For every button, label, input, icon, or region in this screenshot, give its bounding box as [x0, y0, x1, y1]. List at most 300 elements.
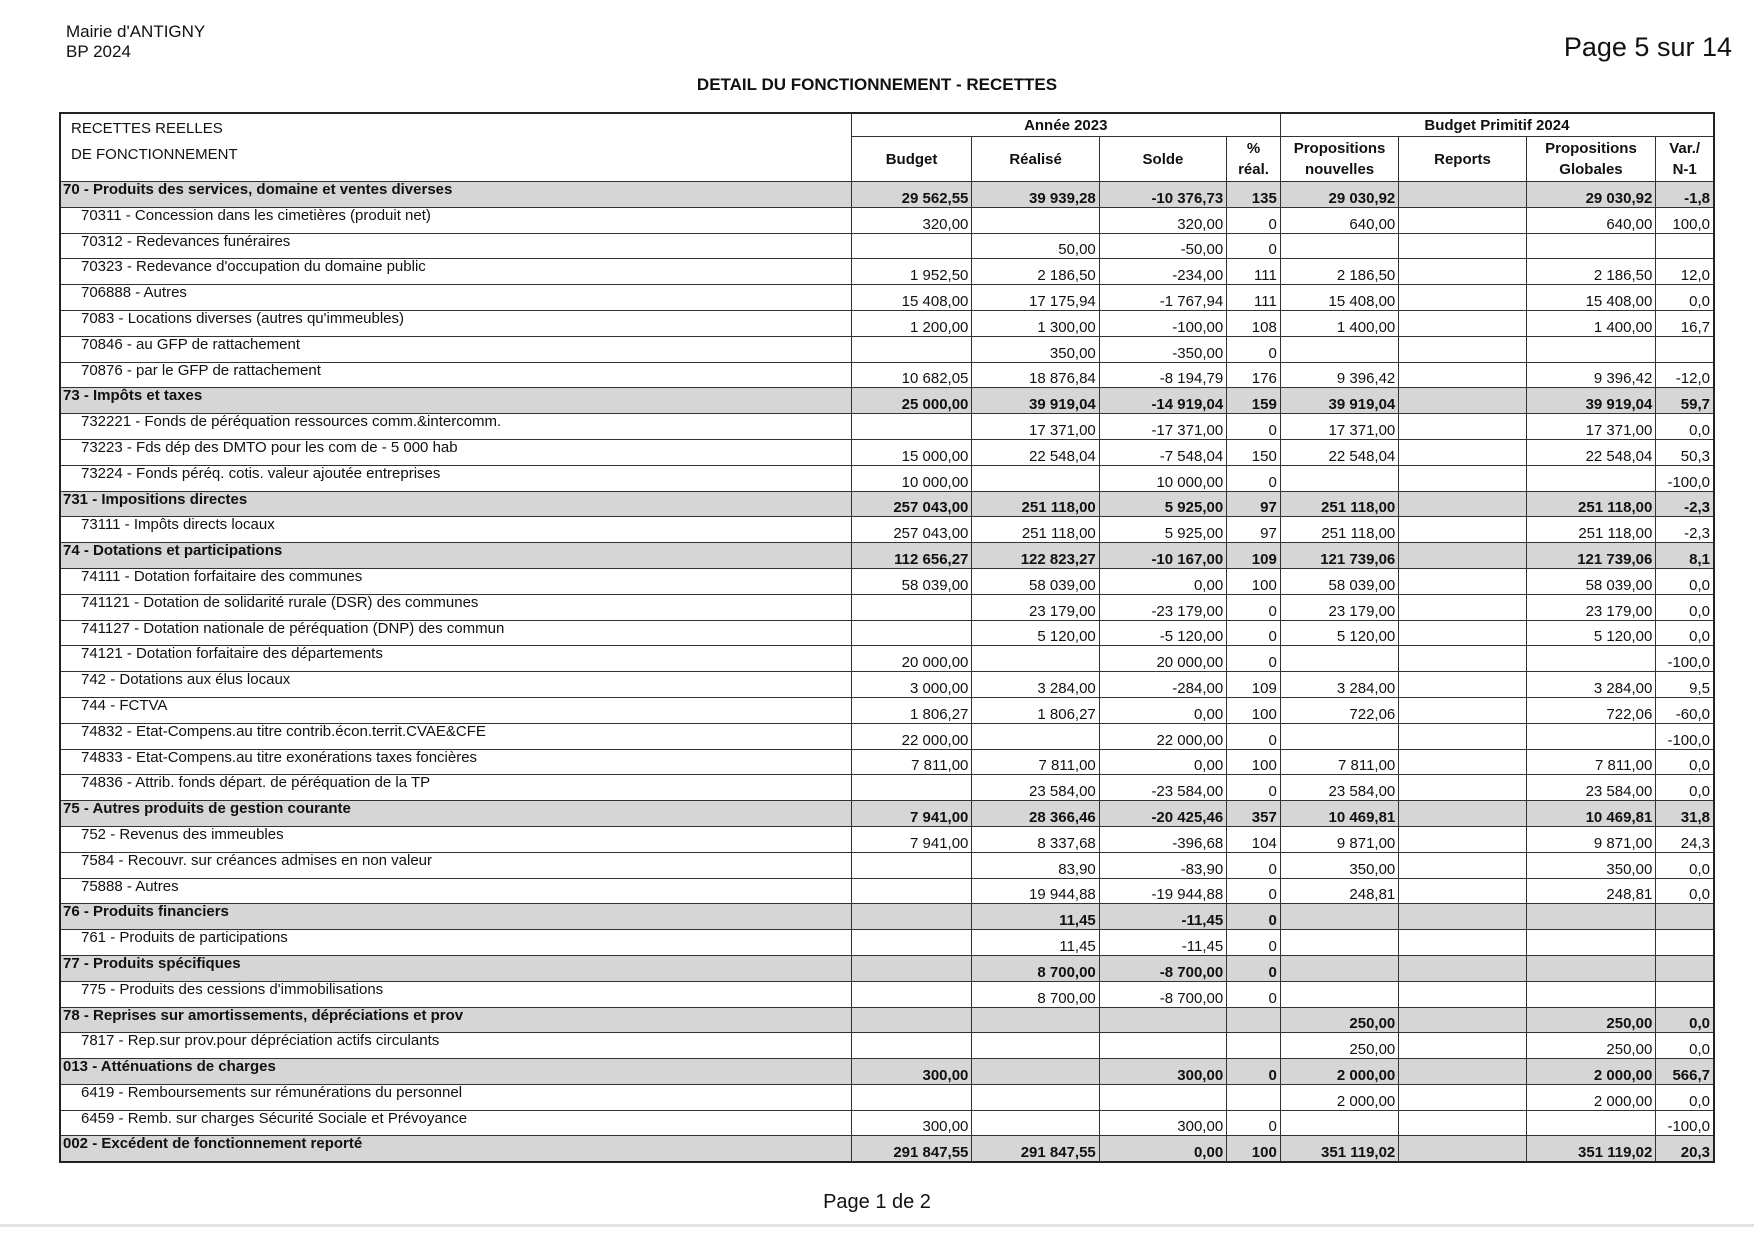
cell-propglob: 350,00 [1526, 852, 1656, 878]
cell-reports [1399, 930, 1526, 956]
cell-budget: 1 952,50 [851, 259, 972, 285]
cell-propnouv: 2 000,00 [1280, 1059, 1398, 1085]
row-label: 002 - Excédent de fonctionnement reporté [60, 1136, 851, 1162]
cell-budget [851, 775, 972, 801]
cell-reports [1399, 723, 1526, 749]
cell-reports [1399, 182, 1526, 208]
cell-reports [1399, 852, 1526, 878]
table-row [60, 310, 1714, 336]
cell-propnouv: 1 400,00 [1280, 310, 1398, 336]
cell-var: 0,0 [1656, 414, 1714, 440]
cell-propnouv: 351 119,02 [1280, 1136, 1398, 1162]
cell-var: -60,0 [1656, 697, 1714, 723]
cell-budget: 15 408,00 [851, 285, 972, 311]
cell-realise: 2 186,50 [972, 259, 1099, 285]
section-title-line-2: DE FONCTIONNEMENT [71, 146, 238, 163]
cell-reports [1399, 543, 1526, 569]
group-header-2023: Année 2023 [851, 113, 1280, 137]
cell-budget: 7 941,00 [851, 826, 972, 852]
cell-solde: -8 700,00 [1099, 981, 1226, 1007]
col-pct-realise [1227, 137, 1281, 182]
cell-realise: 291 847,55 [972, 1136, 1099, 1162]
cell-propglob [1526, 336, 1656, 362]
row-label: 78 - Reprises sur amortissements, dépréciations et prov [60, 1007, 851, 1033]
cell-reports [1399, 568, 1526, 594]
cell-realise: 19 944,88 [972, 878, 1099, 904]
cell-solde: 22 000,00 [1099, 723, 1226, 749]
cell-budget [851, 336, 972, 362]
cell-var: 0,0 [1656, 620, 1714, 646]
cell-realise: 39 939,28 [972, 182, 1099, 208]
cell-pct: 135 [1227, 182, 1281, 208]
cell-var: 0,0 [1656, 775, 1714, 801]
col-realise: Réalisé [972, 137, 1099, 182]
table-row [60, 1033, 1714, 1059]
cell-solde: -8 194,79 [1099, 362, 1226, 388]
category-row [60, 491, 1714, 517]
cell-realise [972, 1110, 1099, 1136]
table-row [60, 362, 1714, 388]
row-label: 70876 - par le GFP de rattachement [60, 362, 851, 388]
row-label: 6419 - Remboursements sur rémunérations du personnel [60, 1084, 851, 1110]
cell-realise: 122 823,27 [972, 543, 1099, 569]
cell-solde: 320,00 [1099, 207, 1226, 233]
table-row [60, 723, 1714, 749]
cell-propglob: 23 584,00 [1526, 775, 1656, 801]
cell-realise: 251 118,00 [972, 491, 1099, 517]
cell-budget: 15 000,00 [851, 439, 972, 465]
cell-realise [972, 1084, 1099, 1110]
cell-realise [972, 723, 1099, 749]
table-row [60, 568, 1714, 594]
category-row [60, 1059, 1714, 1085]
cell-solde: -20 425,46 [1099, 801, 1226, 827]
cell-propglob: 9 871,00 [1526, 826, 1656, 852]
cell-pct: 0 [1227, 594, 1281, 620]
cell-propglob: 9 396,42 [1526, 362, 1656, 388]
cell-propnouv [1280, 723, 1398, 749]
cell-pct [1227, 1033, 1281, 1059]
cell-solde: -23 179,00 [1099, 594, 1226, 620]
cell-reports [1399, 233, 1526, 259]
cell-var [1656, 930, 1714, 956]
table-row [60, 517, 1714, 543]
col-pct-line-2: réal. [1238, 161, 1269, 178]
category-row [60, 904, 1714, 930]
cell-reports [1399, 465, 1526, 491]
cell-budget: 29 562,55 [851, 182, 972, 208]
cell-budget [851, 904, 972, 930]
cell-propglob: 58 039,00 [1526, 568, 1656, 594]
row-label: 73 - Impôts et taxes [60, 388, 851, 414]
cell-pct: 111 [1227, 285, 1281, 311]
cell-var: -2,3 [1656, 491, 1714, 517]
cell-realise: 18 876,84 [972, 362, 1099, 388]
cell-propnouv: 251 118,00 [1280, 491, 1398, 517]
cell-budget [851, 930, 972, 956]
cell-reports [1399, 594, 1526, 620]
cell-var: 0,0 [1656, 568, 1714, 594]
cell-propnouv: 10 469,81 [1280, 801, 1398, 827]
cell-propglob [1526, 904, 1656, 930]
cell-propglob: 2 000,00 [1526, 1059, 1656, 1085]
table-row [60, 749, 1714, 775]
cell-solde: -17 371,00 [1099, 414, 1226, 440]
cell-reports [1399, 207, 1526, 233]
cell-realise: 8 700,00 [972, 955, 1099, 981]
cell-reports [1399, 310, 1526, 336]
category-row [60, 182, 1714, 208]
cell-pct: 0 [1227, 852, 1281, 878]
scan-edge-line [0, 1224, 1754, 1227]
table-row [60, 439, 1714, 465]
cell-pct: 100 [1227, 1136, 1281, 1162]
cell-realise: 83,90 [972, 852, 1099, 878]
col-variation [1656, 137, 1714, 182]
cell-realise: 22 548,04 [972, 439, 1099, 465]
cell-budget: 20 000,00 [851, 646, 972, 672]
cell-propglob [1526, 930, 1656, 956]
cell-pct [1227, 1007, 1281, 1033]
recettes-table [59, 112, 1715, 1163]
cell-solde [1099, 1084, 1226, 1110]
cell-realise [972, 207, 1099, 233]
cell-realise: 58 039,00 [972, 568, 1099, 594]
cell-reports [1399, 388, 1526, 414]
cell-var: 0,0 [1656, 749, 1714, 775]
cell-var: 0,0 [1656, 1033, 1714, 1059]
row-label: 761 - Produits de participations [60, 930, 851, 956]
cell-realise: 28 366,46 [972, 801, 1099, 827]
cell-solde: -1 767,94 [1099, 285, 1226, 311]
cell-var: -2,3 [1656, 517, 1714, 543]
row-label: 7083 - Locations diverses (autres qu'immeubles) [60, 310, 851, 336]
cell-solde: -83,90 [1099, 852, 1226, 878]
row-label: 013 - Atténuations de charges [60, 1059, 851, 1085]
cell-pct: 0 [1227, 981, 1281, 1007]
cell-propnouv: 23 584,00 [1280, 775, 1398, 801]
cell-budget: 7 941,00 [851, 801, 972, 827]
cell-propglob [1526, 981, 1656, 1007]
cell-budget: 10 000,00 [851, 465, 972, 491]
row-label: 73111 - Impôts directs locaux [60, 517, 851, 543]
row-label: 74121 - Dotation forfaitaire des départements [60, 646, 851, 672]
cell-realise: 350,00 [972, 336, 1099, 362]
section-title [60, 113, 851, 182]
col-propnouv-line-2: nouvelles [1304, 161, 1375, 178]
cell-propnouv: 23 179,00 [1280, 594, 1398, 620]
row-label: 731 - Impositions directes [60, 491, 851, 517]
cell-propglob [1526, 465, 1656, 491]
row-label: 74111 - Dotation forfaitaire des communes [60, 568, 851, 594]
cell-propnouv: 250,00 [1280, 1033, 1398, 1059]
cell-propnouv: 29 030,92 [1280, 182, 1398, 208]
cell-solde: 20 000,00 [1099, 646, 1226, 672]
cell-propglob [1526, 955, 1656, 981]
table-row [60, 336, 1714, 362]
cell-var [1656, 336, 1714, 362]
cell-propglob: 722,06 [1526, 697, 1656, 723]
cell-propnouv [1280, 465, 1398, 491]
cell-propglob: 29 030,92 [1526, 182, 1656, 208]
cell-reports [1399, 1033, 1526, 1059]
page-number-bottom: Page 1 de 2 [823, 1191, 931, 1213]
cell-propglob: 10 469,81 [1526, 801, 1656, 827]
table-row [60, 414, 1714, 440]
cell-var: 0,0 [1656, 852, 1714, 878]
cell-reports [1399, 414, 1526, 440]
category-row [60, 1136, 1714, 1162]
col-pct-line-1: % [1246, 140, 1261, 157]
cell-budget: 300,00 [851, 1110, 972, 1136]
cell-reports [1399, 955, 1526, 981]
cell-pct: 150 [1227, 439, 1281, 465]
col-var-line-2: N-1 [1672, 161, 1697, 178]
cell-propnouv: 640,00 [1280, 207, 1398, 233]
category-row [60, 388, 1714, 414]
cell-var: -100,0 [1656, 646, 1714, 672]
cell-propglob: 5 120,00 [1526, 620, 1656, 646]
cell-pct: 0 [1227, 646, 1281, 672]
cell-solde: -10 167,00 [1099, 543, 1226, 569]
cell-pct: 0 [1227, 775, 1281, 801]
table-row [60, 285, 1714, 311]
cell-solde: -50,00 [1099, 233, 1226, 259]
table-row [60, 646, 1714, 672]
cell-var: -1,8 [1656, 182, 1714, 208]
cell-var: 20,3 [1656, 1136, 1714, 1162]
table-row [60, 207, 1714, 233]
cell-budget: 25 000,00 [851, 388, 972, 414]
cell-propnouv [1280, 955, 1398, 981]
cell-propnouv: 15 408,00 [1280, 285, 1398, 311]
cell-budget: 1 200,00 [851, 310, 972, 336]
table-row [60, 826, 1714, 852]
cell-realise: 7 811,00 [972, 749, 1099, 775]
cell-budget: 257 043,00 [851, 491, 972, 517]
cell-realise: 39 919,04 [972, 388, 1099, 414]
cell-solde: -396,68 [1099, 826, 1226, 852]
row-label: 7817 - Rep.sur prov.pour dépréciation actifs circulants [60, 1033, 851, 1059]
cell-solde: -350,00 [1099, 336, 1226, 362]
cell-pct: 0 [1227, 233, 1281, 259]
group-header-bp2024: Budget Primitif 2024 [1280, 113, 1714, 137]
cell-pct: 0 [1227, 207, 1281, 233]
cell-budget: 10 682,05 [851, 362, 972, 388]
table-row [60, 1084, 1714, 1110]
cell-solde: 5 925,00 [1099, 491, 1226, 517]
cell-propnouv: 350,00 [1280, 852, 1398, 878]
cell-pct: 100 [1227, 697, 1281, 723]
cell-reports [1399, 285, 1526, 311]
cell-realise: 23 584,00 [972, 775, 1099, 801]
table-row [60, 233, 1714, 259]
cell-propnouv: 248,81 [1280, 878, 1398, 904]
cell-solde: -10 376,73 [1099, 182, 1226, 208]
cell-propglob [1526, 233, 1656, 259]
cell-solde: -284,00 [1099, 672, 1226, 698]
cell-propnouv: 7 811,00 [1280, 749, 1398, 775]
cell-solde: -14 919,04 [1099, 388, 1226, 414]
document-header [66, 22, 205, 62]
cell-solde: -234,00 [1099, 259, 1226, 285]
cell-budget [851, 414, 972, 440]
cell-pct: 104 [1227, 826, 1281, 852]
cell-propglob: 17 371,00 [1526, 414, 1656, 440]
cell-reports [1399, 517, 1526, 543]
cell-realise [972, 1059, 1099, 1085]
cell-solde: -7 548,04 [1099, 439, 1226, 465]
cell-var: -100,0 [1656, 1110, 1714, 1136]
cell-realise: 251 118,00 [972, 517, 1099, 543]
cell-propnouv: 39 919,04 [1280, 388, 1398, 414]
cell-propglob [1526, 1110, 1656, 1136]
cell-propglob: 121 739,06 [1526, 543, 1656, 569]
col-propglob-line-1: Propositions [1545, 140, 1637, 157]
cell-pct: 109 [1227, 672, 1281, 698]
cell-budget: 3 000,00 [851, 672, 972, 698]
cell-var: 16,7 [1656, 310, 1714, 336]
cell-propglob: 23 179,00 [1526, 594, 1656, 620]
cell-propnouv: 17 371,00 [1280, 414, 1398, 440]
cell-solde: -5 120,00 [1099, 620, 1226, 646]
cell-var [1656, 981, 1714, 1007]
cell-solde: 5 925,00 [1099, 517, 1226, 543]
cell-solde: 10 000,00 [1099, 465, 1226, 491]
cell-var: 0,0 [1656, 1007, 1714, 1033]
cell-propnouv: 3 284,00 [1280, 672, 1398, 698]
cell-propnouv: 2 186,50 [1280, 259, 1398, 285]
cell-reports [1399, 259, 1526, 285]
row-label: 7584 - Recouvr. sur créances admises en non valeur [60, 852, 851, 878]
cell-realise: 17 175,94 [972, 285, 1099, 311]
col-reports: Reports [1399, 137, 1526, 182]
table-row [60, 981, 1714, 1007]
table-row [60, 1110, 1714, 1136]
cell-solde: 300,00 [1099, 1110, 1226, 1136]
cell-var: -12,0 [1656, 362, 1714, 388]
cell-var: 0,0 [1656, 1084, 1714, 1110]
cell-propglob: 251 118,00 [1526, 517, 1656, 543]
cell-pct: 109 [1227, 543, 1281, 569]
cell-reports [1399, 878, 1526, 904]
row-label: 744 - FCTVA [60, 697, 851, 723]
cell-budget [851, 594, 972, 620]
cell-var [1656, 955, 1714, 981]
cell-budget [851, 620, 972, 646]
cell-realise: 5 120,00 [972, 620, 1099, 646]
document-title: DETAIL DU FONCTIONNEMENT - RECETTES [696, 75, 1058, 94]
cell-var: 100,0 [1656, 207, 1714, 233]
cell-propnouv: 250,00 [1280, 1007, 1398, 1033]
cell-solde [1099, 1033, 1226, 1059]
cell-pct: 0 [1227, 904, 1281, 930]
cell-solde: 0,00 [1099, 697, 1226, 723]
cell-realise: 17 371,00 [972, 414, 1099, 440]
row-label: 70323 - Redevance d'occupation du domaine public [60, 259, 851, 285]
cell-budget: 58 039,00 [851, 568, 972, 594]
cell-pct: 0 [1227, 955, 1281, 981]
budget-label: BP 2024 [66, 42, 131, 61]
row-label: 75888 - Autres [60, 878, 851, 904]
cell-budget [851, 1033, 972, 1059]
section-title-line-1: RECETTES REELLES [71, 120, 223, 137]
table-row [60, 930, 1714, 956]
cell-reports [1399, 1110, 1526, 1136]
cell-budget [851, 852, 972, 878]
cell-reports [1399, 336, 1526, 362]
cell-var: 59,7 [1656, 388, 1714, 414]
cell-budget: 320,00 [851, 207, 972, 233]
category-row [60, 801, 1714, 827]
row-label: 76 - Produits financiers [60, 904, 851, 930]
cell-pct: 0 [1227, 723, 1281, 749]
row-label: 75 - Autres produits de gestion courante [60, 801, 851, 827]
cell-pct: 357 [1227, 801, 1281, 827]
cell-var [1656, 904, 1714, 930]
cell-realise: 8 337,68 [972, 826, 1099, 852]
row-label: 70311 - Concession dans les cimetières (produit net) [60, 207, 851, 233]
table-row [60, 775, 1714, 801]
cell-propglob: 351 119,02 [1526, 1136, 1656, 1162]
cell-realise: 23 179,00 [972, 594, 1099, 620]
row-label: 74 - Dotations et participations [60, 543, 851, 569]
row-label: 73224 - Fonds péréq. cotis. valeur ajoutée entreprises [60, 465, 851, 491]
cell-propnouv [1280, 904, 1398, 930]
row-label: 741127 - Dotation nationale de péréquation (DNP) des commun [60, 620, 851, 646]
cell-reports [1399, 801, 1526, 827]
cell-propnouv: 9 871,00 [1280, 826, 1398, 852]
cell-reports [1399, 439, 1526, 465]
cell-reports [1399, 620, 1526, 646]
cell-budget: 1 806,27 [851, 697, 972, 723]
row-label: 74832 - Etat-Compens.au titre contrib.écon.territ.CVAE&CFE [60, 723, 851, 749]
cell-budget [851, 233, 972, 259]
row-label: 706888 - Autres [60, 285, 851, 311]
cell-var: 566,7 [1656, 1059, 1714, 1085]
cell-realise [972, 465, 1099, 491]
cell-pct: 0 [1227, 414, 1281, 440]
cell-reports [1399, 749, 1526, 775]
cell-propglob: 640,00 [1526, 207, 1656, 233]
cell-realise: 50,00 [972, 233, 1099, 259]
cell-pct: 0 [1227, 878, 1281, 904]
cell-var: 31,8 [1656, 801, 1714, 827]
cell-realise [972, 1033, 1099, 1059]
table-row [60, 878, 1714, 904]
cell-propglob: 1 400,00 [1526, 310, 1656, 336]
cell-propglob: 251 118,00 [1526, 491, 1656, 517]
cell-var: -100,0 [1656, 465, 1714, 491]
cell-reports [1399, 1059, 1526, 1085]
cell-pct: 0 [1227, 930, 1281, 956]
col-var-line-1: Var./ [1669, 140, 1701, 157]
cell-budget [851, 1084, 972, 1110]
cell-pct: 111 [1227, 259, 1281, 285]
row-label: 74833 - Etat-Compens.au titre exonérations taxes foncières [60, 749, 851, 775]
cell-budget: 257 043,00 [851, 517, 972, 543]
cell-realise: 11,45 [972, 930, 1099, 956]
cell-reports [1399, 697, 1526, 723]
cell-realise: 1 300,00 [972, 310, 1099, 336]
cell-var: 9,5 [1656, 672, 1714, 698]
table-row [60, 620, 1714, 646]
cell-solde: -19 944,88 [1099, 878, 1226, 904]
cell-budget: 291 847,55 [851, 1136, 972, 1162]
cell-realise: 3 284,00 [972, 672, 1099, 698]
row-label: 70846 - au GFP de rattachement [60, 336, 851, 362]
cell-propglob: 248,81 [1526, 878, 1656, 904]
